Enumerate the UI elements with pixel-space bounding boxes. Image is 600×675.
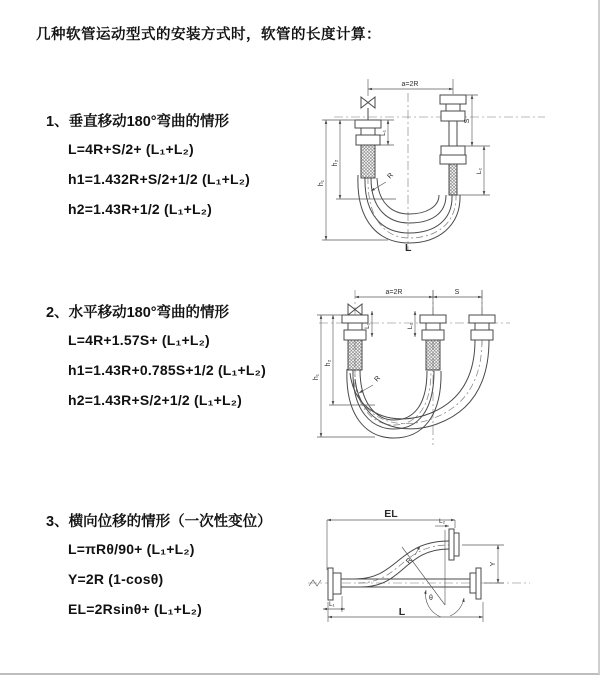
right-pipe-fitting [469, 315, 495, 340]
dim-label-y: Y [490, 561, 497, 567]
dimension-s [433, 289, 482, 297]
formula-h1-1: h1=1.432R+S/2+1/2 (L₁+L₂) [68, 171, 250, 187]
page-title: 几种软管运动型式的安装方式时，软管的长度计算： [36, 27, 381, 43]
diagram-lateral-displacement [298, 498, 600, 648]
dimension-y [462, 545, 504, 583]
dim-label-r: R [405, 556, 414, 566]
braided-hose-section [449, 164, 457, 195]
braided-hose-section [348, 340, 362, 370]
dimension-l2 [435, 518, 449, 526]
formula-h2-1: h2=1.43R+1/2 (L₁+L₂) [68, 201, 213, 217]
dim-label-l1: L₁ [329, 601, 335, 608]
dimension-l [328, 602, 483, 622]
valve-icon [361, 97, 375, 120]
left-pipe-fitting [355, 120, 381, 178]
braided-hose-section [426, 340, 440, 370]
formula-length-1: L=4R+S/2+ (L₁+L₂) [68, 141, 194, 157]
hose-s-curve [355, 541, 449, 587]
upper-flange [449, 529, 459, 560]
formula-length-3: L=πRθ/90+ (L₁+L₂) [68, 541, 195, 557]
dimension-el [327, 508, 455, 570]
dim-label-theta: θ [429, 595, 433, 602]
dim-label-l2: L₂ [439, 518, 446, 525]
formula-h1-2: h1=1.43R+0.785S+1/2 (L₁+L₂) [68, 362, 266, 378]
dim-label-r: R [373, 374, 382, 384]
section-1-heading: 1、垂直移动180°弯曲的情形 [46, 114, 230, 130]
right-pipe-fitting [440, 95, 466, 195]
dim-label-h2: h₂ [325, 359, 332, 367]
dim-label-l2: L₂ [407, 322, 414, 330]
diagram-vertical-180-bend [310, 75, 590, 255]
section-3-heading: 3、横向位移的情形（一次性变位） [46, 514, 272, 530]
dim-label-length: L [398, 606, 406, 618]
dim-label-s: S [464, 118, 471, 124]
hose-u-deep [347, 369, 441, 438]
dim-label-l1: L₁ [380, 130, 387, 136]
section-lateral-displacement [46, 510, 336, 625]
formula-y-3: Y=2R (1-cosθ) [68, 571, 164, 587]
section-vertical-movement [46, 110, 336, 225]
formula-el-3: EL=2Rsinθ+ (L₁+L₂) [68, 601, 203, 617]
dim-label-h1: h₁ [313, 373, 320, 381]
hose-u-curves [358, 175, 460, 243]
dimension-l1 [323, 596, 345, 612]
dim-label-a2r: a=2R [401, 81, 419, 88]
dim-label-a2r: a=2R [385, 289, 403, 296]
right-flange [470, 568, 481, 599]
dimension-l2 [407, 311, 415, 337]
dim-label-h2: h₂ [332, 159, 339, 167]
section-2-heading: 2、水平移动180°弯曲的情形 [46, 305, 230, 321]
dim-label-l2: L₂ [476, 167, 483, 175]
dimension-a2r [368, 79, 453, 96]
diagram-horizontal-180-bend [305, 285, 590, 453]
dim-label-l1: L₁ [364, 323, 371, 329]
dim-label-length: L [405, 242, 412, 254]
section-horizontal-movement [46, 301, 336, 416]
dimension-a2r [355, 289, 433, 297]
braided-hose-section [361, 145, 375, 178]
left-flange [328, 568, 341, 600]
dimension-l1 [380, 120, 394, 145]
formula-length-2: L=4R+1.57S+ (L₁+L₂) [68, 332, 210, 348]
middle-pipe-fitting [420, 315, 446, 370]
dim-label-el: EL [384, 508, 398, 520]
hose-u-wide [350, 340, 489, 429]
formula-h2-2: h2=1.43R+S/2+1/2 (L₁+L₂) [68, 392, 243, 408]
dim-label-r: R [386, 171, 395, 181]
centerline-break-icon [309, 580, 321, 586]
dim-label-h1: h₁ [318, 179, 325, 187]
dimension-s [464, 95, 490, 146]
dim-label-s: S [454, 289, 460, 296]
